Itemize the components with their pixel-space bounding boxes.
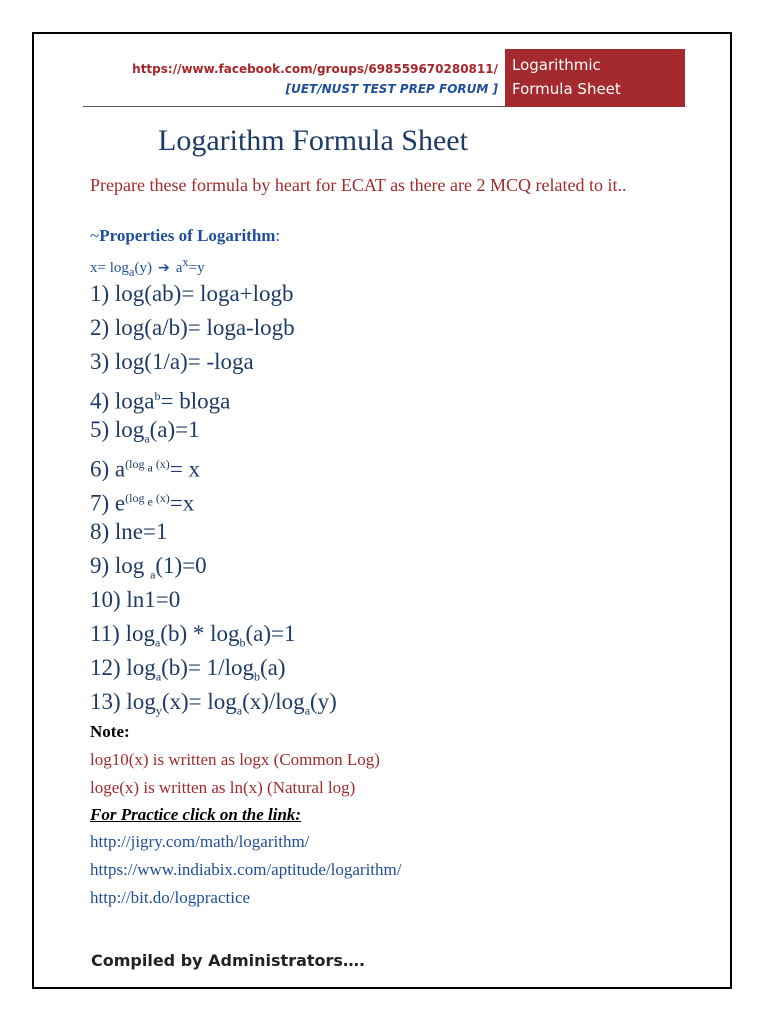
header-divider: [83, 106, 505, 107]
formula-11: 11) $\log_a(b) * \log_b(a)=1$: [90, 621, 296, 650]
def-rhs: =y: [188, 260, 205, 276]
formula-8: 8) lne=1: [90, 519, 168, 544]
properties-title: Properties of Logarithm: [99, 226, 276, 245]
formula-3: 3) log(1/a)= -loga: [90, 349, 254, 374]
note-heading: Note:: [90, 722, 130, 741]
def-rhs-exp: x: [182, 255, 189, 269]
formula-6: 6) $a^{(log _a (x)}= x$: [90, 456, 201, 482]
forum-name: [UET/NUST TEST PREP FORUM ]: [285, 82, 498, 96]
formula-9: 9) log $_a$(1)=0: [90, 553, 207, 582]
def-lhs-arg: (y): [134, 260, 152, 276]
practice-link-jigry[interactable]: http://jigry.com/math/logarithm/: [90, 832, 310, 851]
note-natural-log: loge(x) is written as ln(x) (Natural log): [90, 778, 356, 797]
formula-4: 4) loga$^b$= bloga: [90, 388, 231, 414]
def-rhs-base: a: [175, 260, 183, 276]
footer-credit: Compiled by Administrators….: [91, 951, 366, 970]
practice-link-bitdo[interactable]: http://bit.do/logpractice: [90, 888, 251, 907]
formula-7: 7) $e^{(log _e (x)}=x$: [90, 490, 195, 516]
formula-2: 2) log(a/b)= loga-logb: [90, 315, 295, 340]
right-arrow-icon: ➔: [157, 260, 170, 276]
header-badge-line2: Formula Sheet: [512, 80, 621, 98]
header-badge-line1: Logarithmic: [512, 56, 601, 74]
facebook-group-link[interactable]: https://www.facebook.com/groups/698559670280811/: [132, 62, 498, 76]
def-lhs-base: a: [128, 265, 135, 279]
page-title: Logarithm Formula Sheet: [158, 124, 468, 157]
intro-text: Prepare these formula by heart for ECAT as there are 2 MCQ related to it..: [90, 175, 627, 195]
formula-1: 1) log(ab)= loga+logb: [90, 281, 294, 306]
formula-13: 13) $\log_y(x)= \log_a(x)/\log_a(y)$: [90, 689, 337, 718]
formula-12: 12) $\log_a(b)= 1/\log_b(a)$: [90, 655, 286, 684]
def-lhs: x= log: [90, 260, 129, 276]
formula-5: 5) $\log_a(a)=1$: [90, 417, 200, 446]
properties-prefix: ~: [90, 226, 100, 245]
practice-link-indiabix[interactable]: https://www.indiabix.com/aptitude/logarithm/: [90, 860, 402, 879]
note-common-log: log10(x) is written as logx (Common Log): [90, 750, 380, 769]
formula-10: 10) ln1=0: [90, 587, 181, 612]
properties-heading: [90, 226, 280, 246]
practice-heading: For Practice click on the link:: [90, 805, 302, 824]
formula-list: [90, 277, 337, 719]
properties-suffix: :: [275, 226, 281, 245]
header-badge: [505, 49, 685, 107]
